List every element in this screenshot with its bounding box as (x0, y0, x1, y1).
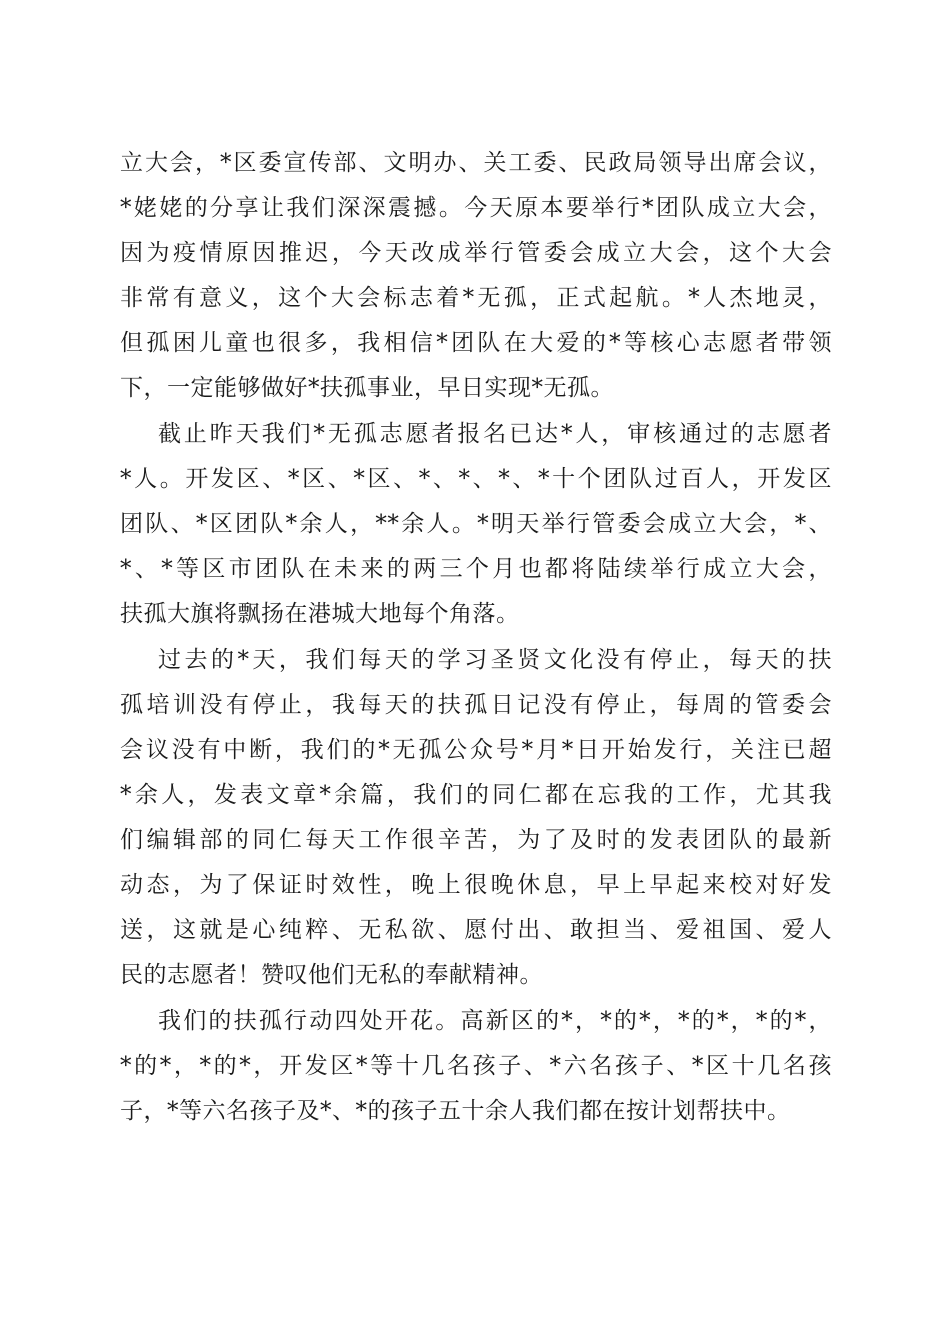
text-line: 因为疫情原因推迟，今天改成举行管委会成立大会，这个大会 (120, 240, 832, 266)
text-line: *人。开发区、*区、*区、*、*、*、*十个团队过百人，开发区 (120, 466, 832, 492)
text-line: 动态，为了保证时效性，晚上很晚休息，早上早起来校对好发 (120, 872, 832, 898)
text-line: 会议没有中断，我们的*无孤公众号*月*日开始发行，关注已超 (120, 737, 832, 763)
text-line: 截止昨天我们*无孤志愿者报名已达*人，审核通过的志愿者 (158, 421, 832, 447)
text-line: 子，*等六名孩子及*、*的孩子五十余人我们都在按计划帮扶中。 (120, 1098, 791, 1124)
text-line: *的*，*的*，开发区*等十几名孩子、*六名孩子、*区十几名孩 (120, 1053, 832, 1079)
text-line: 但孤困儿童也很多，我相信*团队在大爱的*等核心志愿者带领 (120, 330, 832, 356)
text-line: 非常有意义，这个大会标志着*无孤，正式起航。*人杰地灵， (120, 285, 832, 311)
text-line: 孤培训没有停止，我每天的扶孤日记没有停止，每周的管委会 (120, 692, 832, 718)
text-line: 下，一定能够做好*扶孤事业，早日实现*无孤。 (120, 375, 614, 401)
text-line: 我们的扶孤行动四处开花。高新区的*，*的*，*的*，*的*， (158, 1008, 833, 1034)
text-line: 们编辑部的同仁每天工作很辛苦，为了及时的发表团队的最新 (120, 827, 832, 853)
text-line: 团队、*区团队*余人，**余人。*明天举行管委会成立大会，*、 (120, 511, 832, 537)
text-line: 送，这就是心纯粹、无私欲、愿付出、敢担当、爱祖国、爱人 (120, 917, 832, 943)
text-line: 民的志愿者！赞叹他们无私的奉献精神。 (120, 962, 543, 988)
text-line: *余人，发表文章*余篇，我们的同仁都在忘我的工作，尤其我 (120, 782, 832, 808)
text-line: 立大会，*区委宣传部、文明办、关工委、民政局领导出席会议， (120, 150, 832, 176)
text-line: *姥姥的分享让我们深深震撼。今天原本要举行*团队成立大会， (120, 195, 832, 221)
text-line: 过去的*天，我们每天的学习圣贤文化没有停止，每天的扶 (158, 647, 832, 673)
text-line: *、*等区市团队在未来的两三个月也都将陆续举行成立大会， (120, 556, 832, 582)
text-line: 扶孤大旗将飘扬在港城大地每个角落。 (120, 601, 520, 627)
